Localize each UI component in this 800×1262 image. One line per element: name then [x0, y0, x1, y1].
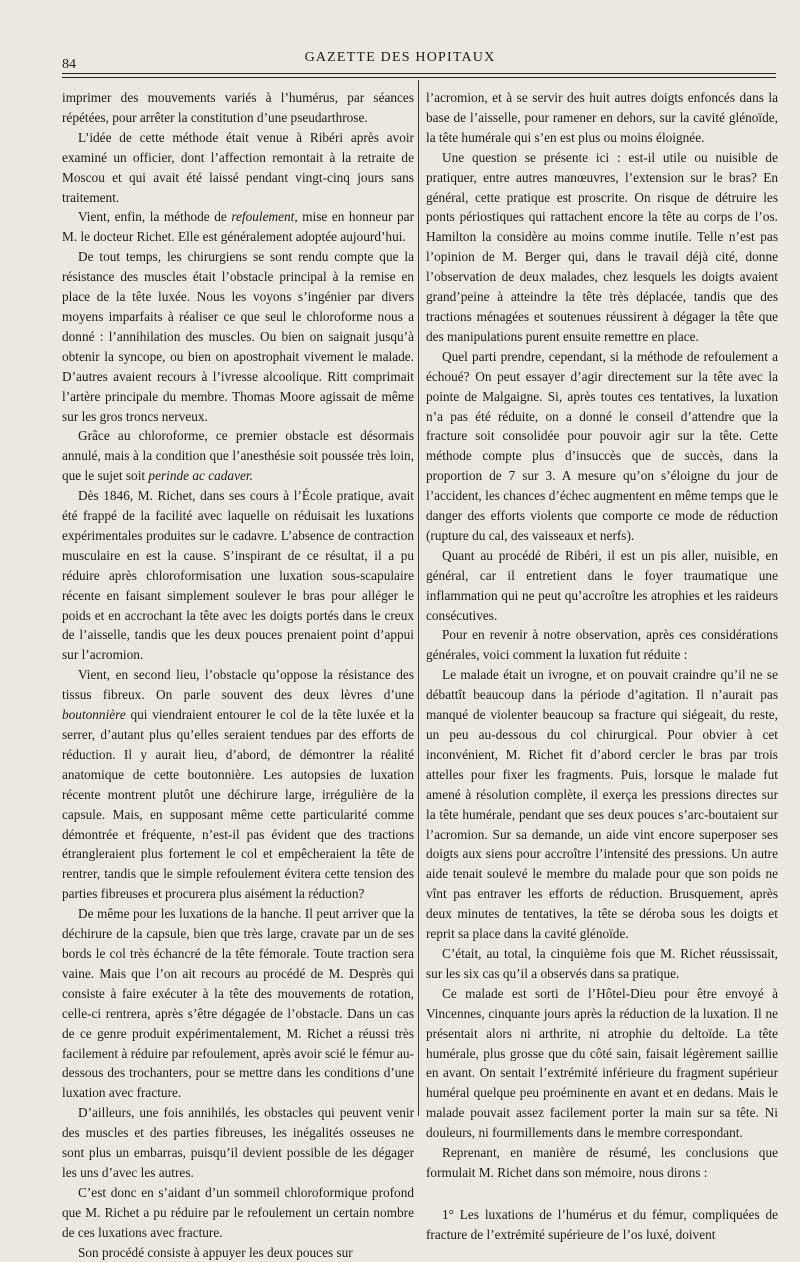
paragraph-text: Vient, en second lieu, l’obstacle qu’oppose la résistance des tissus fibreux. On parle souvent des deux lèvres d’une [62, 667, 414, 703]
paragraph-text: D’ailleurs, une fois annihilés, les obstacles qui peuvent venir des muscles et des parties fibreuses, les inégalités osseuses ne sont plus un embarras, puisqu’il devient possible de les dégager les uns d’avec les autres. [62, 1105, 414, 1180]
italic-text: refoulement, [231, 209, 298, 225]
paragraph [62, 426, 414, 486]
paragraph-text: Le malade était un ivrogne, et on pouvait craindre qu’il ne se débattît beaucoup dans la période d’agitation. Il n’aurait pas manqué de violenter beaucoup sa fracture qui siégeait, du reste, un peu au-dessous du col chirurgical. Pour obvier à cet inconvénient, M. Richet fit d’abord cercler le bras par trois attelles pour fixer les fragments. Puis, lorsque le malade fut amené à résolution complète, il exerça les pressions directes sur la tête humérale, pendant que ses deux pouces s’arc-boutaient sur l’acromion. Sur sa demande, un aide vint encore superposer ses doigts aux siens pour accroître l’intensité des pressions. Un autre aide tenait soulevé le membre du malade pour que son poids ne vînt pas entraver les efforts de réduction. Brusquement, après deux minutes de tentatives, la tête se déroba sous les doigts et reprit sa place dans la cavité glénoïde. [426, 667, 778, 942]
paragraph [62, 486, 414, 665]
paragraph-text: 1° Les luxations de l’humérus et du fémur, compliquées de fracture de l’extrémité supérieure de l’os luxé, doivent [426, 1206, 778, 1242]
paragraph-text: l’acromion, et à se servir des huit autres doigts enfoncés dans la base de l’aisselle, pour ramener en dehors, sur la cavité glénoïde, la tête humérale qui s’en est plus ou moins éloignée. [426, 90, 778, 145]
running-title: GAZETTE DES HOPITAUX [304, 50, 496, 65]
paragraph [426, 665, 778, 944]
paragraph-text: Quant au procédé de Ribéri, il est un pis aller, nuisible, en général, car il entretient dans le foyer traumatique une inflammation qui ne peut qu’accroître les atrophies et les raideurs consécutives. [426, 547, 778, 623]
paragraph [62, 1103, 414, 1183]
paragraph-text: Son procédé consiste à appuyer les deux pouces sur [78, 1244, 353, 1260]
paragraph-text: Reprenant, en manière de résumé, les conclusions que formulait M. Richet dans son mémoire, nous dirons : [426, 1145, 778, 1180]
paragraph [426, 148, 778, 347]
paragraph [62, 904, 414, 1103]
paragraph-text: Pour en revenir à notre observation, après ces considérations générales, voici comment la luxation fut réduite : [426, 627, 778, 663]
paragraph-text: Vient, enfin, la méthode de [78, 209, 232, 225]
header-rule-thin [62, 77, 776, 78]
paragraph-text: C’était, au total, la cinquième fois que M. Richet réussissait, sur les six cas qu’il a observés dans sa pratique. [426, 945, 778, 981]
paragraph-text: Ce malade est sorti de l’Hôtel-Dieu pour être envoyé à Vincennes, cinquante jours après la réduction de la luxation. Il ne présentait alors ni arthrite, ni atrophie du deltoïde. La tête humérale, plus grosse que du côté sain, faisait légèrement saillie en avant. On sentait l’extrémité inférieure du fragment supérieur huméral quelque peu proéminente en avant et en dedans. Mais le malade pouvait assez facilement porter la main sur sa tête. Ni douleurs, ni fourmillements dans le membre correspondant. [426, 985, 778, 1141]
paragraph [426, 1143, 778, 1183]
paragraph-text: Une question se présente ici : est-il utile ou nuisible de pratiquer, entre autres manœuvres, l’extension sur le bras? En général, cette pratique est proscrite. On risque de détruire les ponts périostiques qui rattachent encore la tête au corps de l’os. Hamilton la considère au moins comme inutile. Telle n’est pas l’opinion de M. Berger qui, dans le travail déjà cité, donne l’observation de deux malades, chez lesquels les doigts avaient grand’peine à atteindre la tête très déplacée, tandis que des tractions ménagées et soutenues réussirent à dégager la tête que des manipulations purent ensuite remettre en place. [426, 149, 778, 344]
right-column [426, 88, 778, 1245]
italic-text: boutonnière [62, 707, 126, 723]
paragraph [426, 347, 778, 546]
paragraph [62, 665, 414, 904]
paragraph-text: C’est donc en s’aidant d’un sommeil chloroformique profond que M. Richet a pu réduire par le refoulement un certain nombre de ces luxations avec fracture. [62, 1184, 414, 1240]
paragraph-text: imprimer des mouvements variés à l’humérus, par séances répétées, pour arrêter la constitution d’une pseudarthrose. [62, 90, 414, 125]
page-number: 84 [62, 57, 76, 72]
paragraph [426, 546, 778, 626]
paragraph [426, 984, 778, 1143]
italic-text: perinde ac cadaver. [148, 468, 253, 484]
paragraph-text: Quel parti prendre, cependant, si la méthode de refoulement a échoué? On peut essayer d’agir directement sur la tête avec la pointe de Malgaigne. Si, après toutes ces tentatives, la luxation n’a pas été réduite, on a donné le conseil d’attendre que la fracture soit consolidée pour pouvoir agir sur la tête. Cette méthode compte plus d’insuccès que de succès, dans la proportion de 7 sur 3. A mesure qu’on s’éloigne du jour de l’accident, les chances d’échec augmentent en même temps que le danger des efforts violents que comporte ce mode de réduction (rupture du cal, des vaisseaux et nerfs). [426, 348, 778, 543]
header-rule [62, 73, 776, 74]
paragraph [426, 944, 778, 984]
paragraph-text: Dès 1846, M. Richet, dans ses cours à l’École pratique, avait été frappé de la facilité avec laquelle on réduisait les luxations expérimentales produites sur le cadavre. L’absence de contraction musculaire en est la cause. S’inspirant de ce résultat, il a pu réduire après chloroformisation une luxation sous-scapulaire récente en faisant simplement soulever le bras pour alléger le poids et en accrochant la tête avec les doigts portés dans le creux de l’aisselle, tandis que les deux pouces prenaient point d’appui sur l’acromion. [62, 488, 414, 663]
paragraph-text: mise en honneur par M. le docteur Richet. Elle est généralement adoptée aujourd’hui. [62, 209, 415, 245]
paragraph-text: De même pour les luxations de la hanche. Il peut arriver que la déchirure de la capsule, bien que très large, cravate par un de ses bords le col très échancré de la tête fémorale. Toute traction sera vaine. Mais que l’on ait recours au procédé de M. Desprès qui consiste à faire exécuter à la tête des mouvements de rotation, celle-ci rentrera, après s’être dégagée de l’obstacle. Dans un cas de ce genre produit expérimentalement, M. Richet a réussi très facilement à réduire par refoulement, après avoir scié le fémur au-dessous des trochanters, pour se mettre dans les conditions d’une luxation avec fracture. [62, 906, 414, 1101]
left-column [62, 88, 414, 1262]
paragraph [62, 207, 414, 247]
paragraph [426, 88, 778, 148]
paragraph [62, 1243, 414, 1262]
column-divider [418, 80, 419, 1116]
paragraph [62, 247, 414, 426]
paragraph-text: De tout temps, les chirurgiens se sont rendu compte que la résistance des muscles était l’obstacle principal à la remise en place de la tête luxée. Nous les voyons s’ingénier par divers moyens imparfaits à réaliser ce que seul le chloroforme nous a donné : l’annihilation des muscles. Ou bien on saignait jusqu’à obtenir la syncope, ou bien on apostrophait vivement le malade. D’autres avaient recours à l’ivresse alcoolique. Ritt comprimait l’artère principale du membre. Thomas Moore agissait de même sur les gros troncs nerveux. [62, 249, 414, 424]
paragraph-text: Grâce au chloroforme, ce premier obstacle est désormais annulé, mais à la condition que l’anesthésie soit poussée très loin, que le sujet soit [62, 428, 414, 484]
paragraph [62, 1183, 414, 1243]
paragraph-text: qui viendraient entourer le col de la tête luxée et la serrer, d’autant plus qu’elles seraient tendues par des efforts de réduction. Il y aurait lieu, d’abord, de démontrer la réalité anatomique de cette boutonnière. Les autopsies de luxation récente montrent plutôt une déchirure large, irrégulière de la capsule. Mais, en supposant même cette particularité comme démontrée et fréquente, n’est-il pas évident que des tractions étrangleraient plus fortement le col et empêcheraient la tête de rentrer, tandis que le simple refoulement évitera cette tension des parties fibreuses et procurera plus aisément la réduction? [62, 707, 414, 902]
paragraph [426, 1205, 778, 1245]
paragraph [62, 128, 414, 208]
paragraph-text: L’idée de cette méthode était venue à Ribéri après avoir examiné un officier, dont l’affection remontait à la retraite de Moscou et qui avait été laissé pendant vingt-cinq jours sans traitement. [62, 129, 414, 205]
paragraph [62, 88, 414, 128]
paragraph [426, 625, 778, 665]
